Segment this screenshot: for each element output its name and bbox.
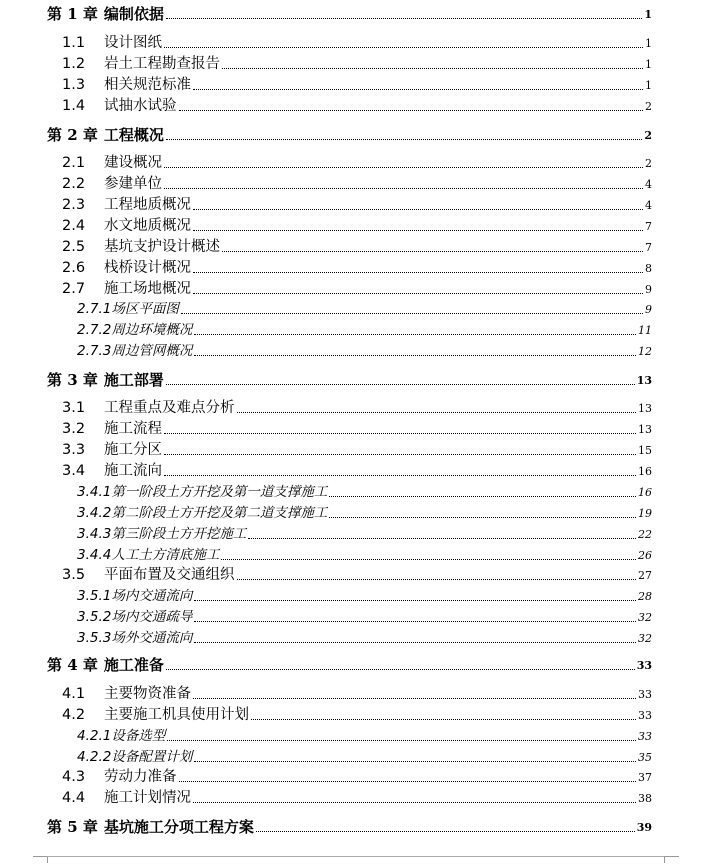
toc-entry-page-number: 33 [638,688,652,701]
toc-entry-number: 4.2 [62,707,86,723]
toc-entry-number: 2.7.3 [77,343,112,359]
toc-dot-leader [193,802,636,803]
toc-entry-title: 栈桥设计概况 [104,260,191,276]
toc-dot-leader [193,272,643,273]
toc-dot-leader [179,110,644,111]
toc-dot-leader [237,412,637,413]
toc-entry-title: 第二阶段土方开挖及第二道支撑施工 [111,505,328,521]
toc-entry-number: 1.1 [62,35,86,51]
toc-entry-sub[interactable] [77,319,652,339]
toc-entry-chapter[interactable] [47,816,652,836]
toc-entry-number: 4.1 [62,686,86,702]
toc-entry-number: 3.2 [62,421,86,437]
toc-entry-section[interactable] [62,32,652,52]
toc-entry-title: 施工场地概况 [104,281,191,297]
toc-entry-section[interactable] [62,766,652,786]
toc-entry-number: 第 5 章 [47,818,98,836]
toc-dot-leader [329,517,636,518]
toc-entry-title: 工程概况 [103,126,164,144]
toc-entry-title: 施工计划情况 [104,790,191,806]
toc-entry-number: 3.4.3 [77,526,112,542]
toc-entry-page-number: 16 [638,486,652,499]
toc-entry-title: 主要物资准备 [104,686,191,702]
toc-entry-page-number: 15 [638,444,652,457]
toc-entry-number: 1.4 [62,98,86,114]
toc-entry-page-number: 2 [645,100,652,113]
toc-dot-leader [166,669,635,670]
toc-dot-leader [166,139,642,140]
toc-entry-title: 主要施工机具使用计划 [104,707,249,723]
toc-entry-page-number: 4 [645,199,652,212]
toc-entry-number: 2.7 [62,281,86,297]
toc-entry-sub[interactable] [77,502,652,522]
toc-entry-number: 3.5.2 [77,609,112,625]
toc-dot-leader [164,188,643,189]
page-corner-mark-left [33,856,48,863]
toc-entry-number: 2.7.2 [77,322,112,338]
toc-entry-title: 编制依据 [103,5,164,23]
toc-entry-chapter[interactable] [47,654,652,674]
toc-entry-title: 周边管网概况 [111,343,193,359]
toc-entry-sub[interactable] [77,481,652,501]
toc-dot-leader [194,621,636,622]
toc-entry-page-number: 7 [645,241,652,254]
toc-entry-title: 基坑支护设计概述 [104,239,220,255]
toc-entry-title: 周边环境概况 [111,322,193,338]
toc-entry-sub[interactable] [77,746,652,766]
toc-entry-section[interactable] [62,683,652,703]
toc-entry-number: 3.4.4 [77,547,112,563]
toc-entry-section[interactable] [62,95,652,115]
toc-entry-page-number: 1 [645,58,652,71]
toc-dot-leader [194,761,636,762]
toc-entry-page-number: 35 [638,751,652,764]
toc-entry-title: 水文地质概况 [104,218,191,234]
toc-entry-number: 3.4.1 [77,484,112,500]
toc-entry-sub[interactable] [77,725,652,745]
toc-dot-leader [194,334,636,335]
toc-entry-section[interactable] [62,787,652,807]
toc-entry-section[interactable] [62,74,652,94]
toc-entry-section[interactable] [62,564,652,584]
toc-entry-number: 3.5.1 [77,588,112,604]
toc-entry-title: 劳动力准备 [104,769,177,785]
toc-entry-sub[interactable] [77,585,652,605]
toc-entry-title: 设备选型 [111,728,166,744]
toc-entry-number: 2.3 [62,197,86,213]
toc-entry-number: 3.5 [62,567,86,583]
toc-entry-page-number: 8 [645,262,652,275]
toc-dot-leader [166,384,635,385]
toc-dot-leader [237,579,637,580]
toc-entry-sub[interactable] [77,340,652,360]
toc-entry-title: 施工部署 [103,371,164,389]
toc-entry-number: 3.3 [62,442,86,458]
toc-entry-section[interactable] [62,418,652,438]
toc-entry-title: 施工准备 [103,656,164,674]
toc-entry-page-number: 28 [638,590,652,603]
toc-dot-leader [222,68,643,69]
toc-dot-leader [194,642,636,643]
toc-entry-number: 2.6 [62,260,86,276]
toc-entry-chapter[interactable] [47,124,652,144]
toc-entry-title: 场内交通流向 [111,588,193,604]
toc-entry-number: 4.4 [62,790,86,806]
toc-dot-leader [167,740,636,741]
toc-entry-page-number: 13 [638,423,652,436]
toc-entry-page-number: 9 [645,283,652,296]
toc-entry-title: 设计图纸 [104,35,162,51]
toc-entry-page-number: 33 [636,659,652,672]
toc-entry-section[interactable] [62,215,652,235]
page-corner-mark-right [664,856,679,863]
toc-dot-leader [164,454,636,455]
toc-entry-title: 第一阶段土方开挖及第一道支撑施工 [111,484,328,500]
toc-entry-page-number: 19 [638,507,652,520]
toc-entry-number: 1.2 [62,56,86,72]
toc-entry-title: 工程地质概况 [104,197,191,213]
toc-entry-section[interactable] [62,704,652,724]
toc-entry-number: 第 1 章 [47,5,98,23]
toc-dot-leader [194,600,636,601]
toc-entry-number: 4.3 [62,769,86,785]
toc-entry-section[interactable] [62,53,652,73]
toc-entry-page-number: 2 [645,157,652,170]
toc-entry-number: 4.2.2 [77,749,112,765]
toc-entry-sub[interactable] [77,627,652,647]
toc-entry-page-number: 7 [645,220,652,233]
toc-entry-section[interactable] [62,236,652,256]
toc-dot-leader [179,781,637,782]
toc-dot-leader [251,719,636,720]
toc-entry-page-number: 22 [638,528,652,541]
toc-entry-number: 2.4 [62,218,86,234]
toc-entry-section[interactable] [62,152,652,172]
toc-dot-leader [193,293,643,294]
toc-entry-page-number: 39 [636,821,652,834]
toc-entry-title: 平面布置及交通组织 [104,567,235,583]
toc-entry-number: 3.5.3 [77,630,112,646]
toc-entry-number: 4.2.1 [77,728,112,744]
toc-entry-page-number: 32 [638,611,652,624]
toc-entry-chapter[interactable] [47,3,652,23]
toc-entry-title: 场内交通疏导 [111,609,193,625]
toc-entry-title: 设备配置计划 [111,749,193,765]
toc-dot-leader [193,209,643,210]
toc-entry-number: 第 3 章 [47,371,98,389]
toc-entry-page-number: 38 [638,792,652,805]
toc-dot-leader [248,538,636,539]
toc-dot-leader [164,433,636,434]
toc-dot-leader [193,230,643,231]
toc-dot-leader [166,18,642,19]
toc-dot-leader [164,47,643,48]
toc-entry-page-number: 1 [644,8,652,21]
toc-entry-number: 3.4.2 [77,505,112,521]
toc-entry-page-number: 2 [644,129,652,142]
toc-dot-leader [222,251,643,252]
toc-entry-sub[interactable] [77,544,652,564]
toc-entry-title: 施工流向 [104,463,162,479]
toc-entry-title: 第三阶段土方开挖施工 [111,526,247,542]
toc-entry-title: 施工流程 [104,421,162,437]
toc-entry-number: 3.4 [62,463,86,479]
toc-entry-title: 建设概况 [104,155,162,171]
toc-dot-leader [193,698,636,699]
toc-entry-title: 人工土方清底施工 [111,547,220,563]
toc-entry-section[interactable] [62,257,652,277]
toc-entry-number: 第 2 章 [47,126,98,144]
toc-dot-leader [329,496,636,497]
toc-entry-title: 工程重点及难点分析 [104,400,235,416]
toc-entry-number: 1.3 [62,77,86,93]
toc-entry-section[interactable] [62,278,652,298]
toc-entry-sub[interactable] [77,606,652,626]
toc-entry-number: 2.5 [62,239,86,255]
toc-entry-number: 第 4 章 [47,656,98,674]
toc-entry-title: 基坑施工分项工程方案 [103,818,254,836]
toc-entry-sub[interactable] [77,298,652,318]
toc-entry-page-number: 33 [638,709,652,722]
page-bottom-edge [47,856,664,857]
toc-dot-leader [181,313,643,314]
toc-entry-page-number: 4 [645,178,652,191]
toc-entry-page-number: 32 [638,632,652,645]
toc-entry-sub[interactable] [77,523,652,543]
toc-entry-page-number: 33 [638,730,652,743]
toc-entry-section[interactable] [62,460,652,480]
toc-entry-page-number: 27 [638,569,652,582]
toc-entry-page-number: 12 [638,345,652,358]
toc-entry-title: 试抽水试验 [104,98,177,114]
toc-entry-number: 2.7.1 [77,301,112,317]
toc-entry-page-number: 13 [636,374,652,387]
toc-entry-number: 3.1 [62,400,86,416]
toc-entry-section[interactable] [62,397,652,417]
toc-dot-leader [164,475,636,476]
toc-dot-leader [193,89,643,90]
toc-entry-section[interactable] [62,194,652,214]
toc-entry-section[interactable] [62,173,652,193]
toc-entry-number: 2.1 [62,155,86,171]
toc-dot-leader [221,559,636,560]
toc-entry-page-number: 11 [638,324,652,337]
toc-entry-title: 场外交通流向 [111,630,193,646]
toc-entry-number: 2.2 [62,176,86,192]
toc-entry-page-number: 16 [638,465,652,478]
toc-entry-page-number: 9 [645,303,652,316]
toc-entry-title: 相关规范标准 [104,77,191,93]
toc-entry-page-number: 13 [638,402,652,415]
toc-dot-leader [194,355,636,356]
toc-entry-title: 岩土工程勘查报告 [104,56,220,72]
toc-entry-chapter[interactable] [47,369,652,389]
toc-entry-title: 场区平面图 [111,301,179,317]
toc-entry-section[interactable] [62,439,652,459]
toc-entry-page-number: 37 [638,771,652,784]
toc-entry-page-number: 1 [645,79,652,92]
toc-entry-title: 参建单位 [104,176,162,192]
toc-dot-leader [256,831,635,832]
toc-entry-page-number: 26 [638,549,652,562]
toc-entry-page-number: 1 [645,37,652,50]
toc-entry-title: 施工分区 [104,442,162,458]
toc-dot-leader [164,167,643,168]
